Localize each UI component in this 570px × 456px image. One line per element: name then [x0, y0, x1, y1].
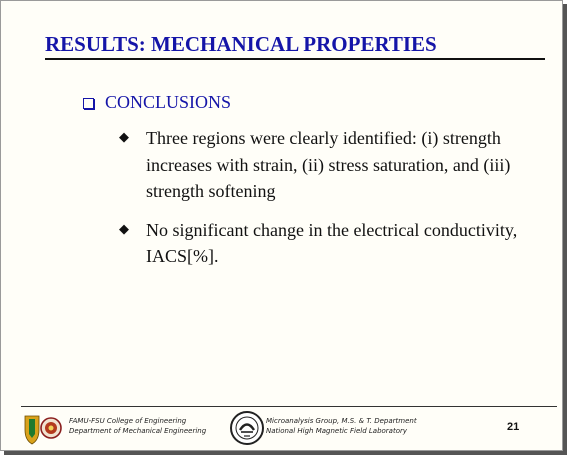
section-heading [83, 90, 523, 114]
footer-divider [21, 406, 557, 407]
section-label: CONCLUSIONS [105, 92, 232, 112]
footer-college-text: FAMU-FSU College of Engineering Department of Mechanical Engineering [69, 417, 207, 435]
bullet-text: Three regions were clearly identified: (i) strength increases with strain, (ii) stress saturation, and (iii) strength softening [146, 128, 511, 201]
bullet-item [119, 217, 539, 270]
bullet-list [119, 125, 539, 282]
square-bullet-icon [83, 98, 94, 109]
bullet-item [119, 125, 539, 205]
diamond-bullet-icon: ◆ [119, 220, 129, 236]
footer-lab-text: Microanalysis Group, M.S. & T. Department National High Magnetic Field Laboratory [266, 417, 417, 435]
bullet-text: No significant change in the electrical conductivity, IACS[%]. [146, 219, 518, 266]
page-number: 21 [507, 421, 520, 433]
famu-fsu-logo [22, 410, 62, 446]
magnet-lab-logo [229, 410, 265, 446]
slide-title: RESULTS: MECHANICAL PROPERTIES [45, 31, 545, 60]
diamond-bullet-icon: ◆ [119, 129, 129, 144]
